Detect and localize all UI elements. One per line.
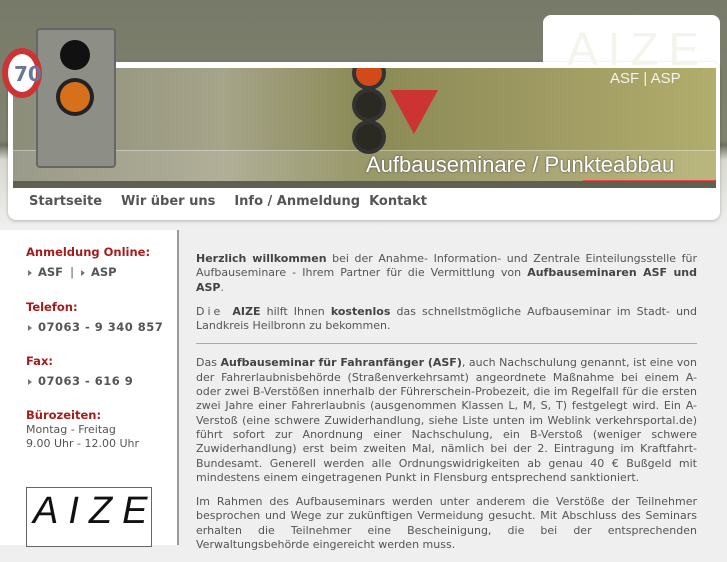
hours [26, 423, 177, 451]
nav-startseite[interactable]: Startseite [29, 194, 103, 209]
traffic-light-icon [356, 124, 382, 150]
main-nav [29, 194, 446, 209]
site-logo: AIZE [567, 23, 710, 75]
speed-limit-sign-icon: 70 [2, 48, 42, 98]
main-content [196, 252, 697, 562]
phone [28, 320, 177, 334]
arrow-icon [28, 379, 32, 385]
online-links [28, 265, 177, 279]
nav-info-anmeldung[interactable]: Info / Anmeldung [234, 194, 361, 209]
link-asf[interactable]: ASF [38, 265, 64, 279]
fax-number: 07063 - 616 9 [38, 374, 134, 388]
hours-time: 9.00 Uhr - 12.00 Uhr [26, 437, 140, 450]
hours-title: Bürozeiten: [26, 408, 102, 422]
speed-camera-icon [36, 28, 116, 168]
header-slogan: Aufbauseminare / Punkteabbau [366, 152, 675, 177]
nav-wir-ueber-uns[interactable]: Wir über uns [121, 194, 216, 209]
arrow-icon [81, 270, 85, 276]
divider [196, 343, 697, 344]
separator: | [70, 265, 74, 279]
logo-subtitle: ASF | ASP [610, 70, 681, 87]
fax [28, 374, 177, 388]
arrow-icon [28, 270, 32, 276]
fax-title: Fax: [26, 354, 53, 368]
hours-days: Montag - Freitag [26, 423, 116, 436]
aize-paragraph: Die AIZE hilft Ihnen kostenlos das schnellstmögliche Aufbauseminar im Stadt- und Landkreis Heilbronn zu bekommen. [196, 304, 697, 333]
traffic-light-icon [356, 92, 382, 118]
asf-paragraph: Das Aufbauseminar für Fahranfänger (ASF), auch Nachschulung genannt, ist eine von der Fahrerlaubnisbehörde (Straßenverkehrsamt) angeordnete Maßnahme bei einem A- oder zwei B-Verstößen innerhalb der Führerschein-Probezeit, die im Regelfall für die ersten zwei Jahre einer Fahrerlaubnis (ausgenommen Klassen L, M, S, T) festgelegt wird. Ein A-Verstoß (eine schwere Zuwiderhandlung, siehe Liste unten im Weblink verkehrsportal.de) führt sofort zur Anordnung einer Nachschulung, ein B-Verstoß (weniger schwere Zuwiderhandlung) erst beim zweiten Mal, nämlich bei der 2. Eintragung im Kraftfahrt-Bundesamt. Generell werden alle Ordnungswidrigkeiten ab genau 40 € Bußgeld mit mindestens einem eingetragenen Punkt in Flensburg entsprechend sanktioniert. [196, 356, 697, 484]
phone-title: Telefon: [26, 300, 78, 314]
phone-number: 07063 - 9 340 857 [38, 320, 164, 334]
traffic-light-red-icon [356, 68, 382, 86]
sidebar-logo: AIZE [26, 487, 152, 547]
yield-sign-icon [390, 90, 438, 134]
arrow-icon [28, 325, 32, 331]
seminar-paragraph: Im Rahmen des Aufbauseminars werden unter anderem die Verstöße der Teilnehmer besprochen und Wege zur zukünftigen Vermeidung gesucht. Mit Abschluss des Seminars erhalten die Teilnehmer eine Bescheinigung, die bei der entsprechenden Verwaltungsbehörde eingereicht werden muss. [196, 495, 697, 552]
intro-paragraph: Herzlich willkommen bei der Anahme- Information- und Zentrale Einteilungsstelle für Aufbauseminare - Ihrem Partner für die Vermittlung von Aufbauseminaren ASF und ASP. [196, 252, 698, 294]
online-title: Anmeldung Online: [26, 245, 151, 259]
nav-kontakt[interactable]: Kontakt [369, 194, 427, 209]
link-asp[interactable]: ASP [90, 265, 117, 279]
